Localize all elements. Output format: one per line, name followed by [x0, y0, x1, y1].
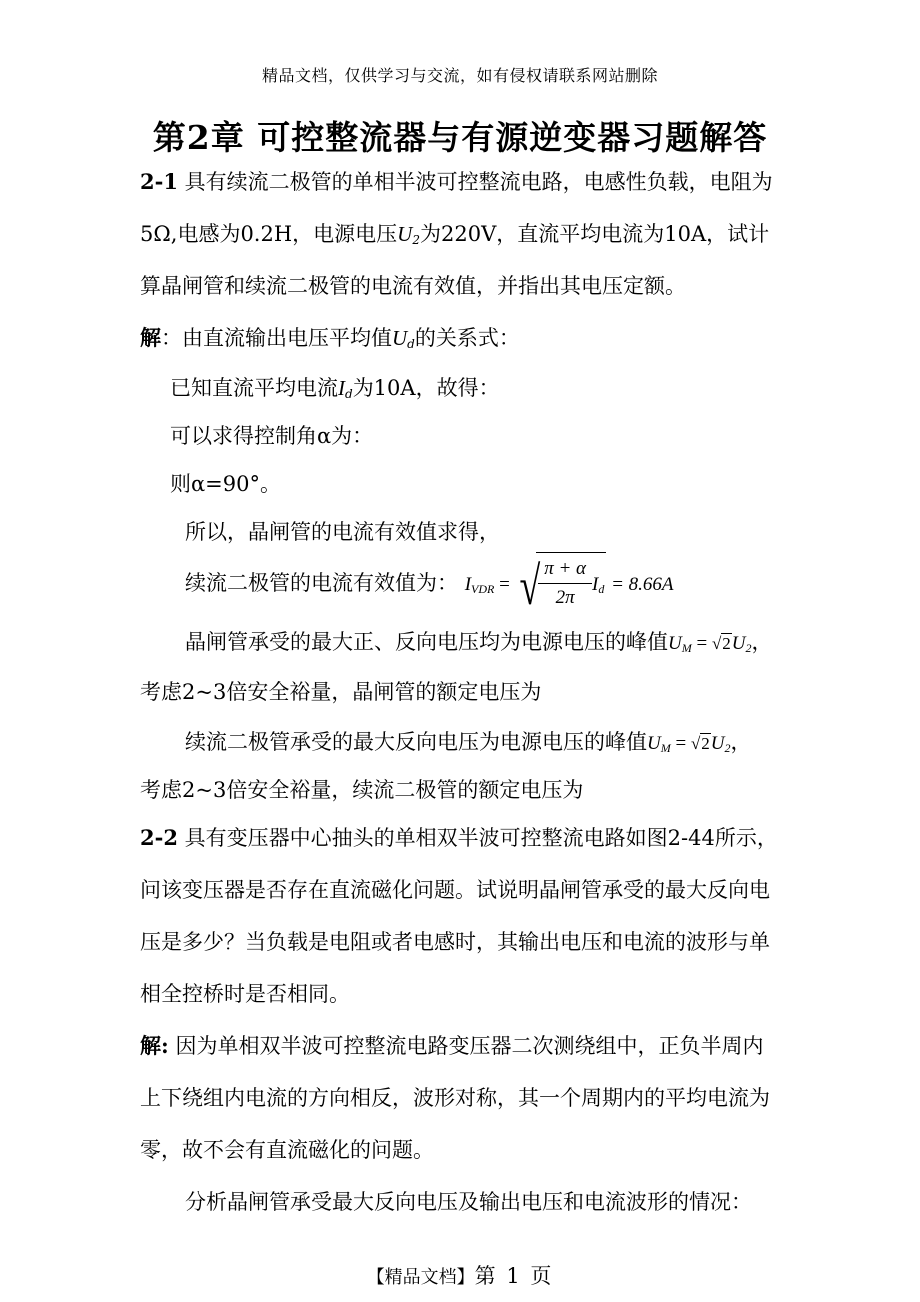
formula-id-subscript: d	[598, 582, 605, 596]
um2-equals: =	[675, 733, 687, 754]
um-root: 2	[722, 634, 731, 653]
a1-line-1	[140, 324, 520, 358]
um2-symbol: U	[647, 733, 661, 754]
q1-text-1: 具有续流二极管的单相半波可控整流电路，电感性负载，电阻为	[184, 170, 773, 194]
q1-line-2	[140, 220, 769, 254]
um2-tail: ，	[730, 730, 752, 754]
formula-ivdr-subscript: VDR	[471, 581, 495, 596]
a1-label: 解	[140, 325, 161, 350]
a2-line-4: 分析晶闸管承受最大反向电压及输出电压和电流波形的情况：	[185, 1190, 752, 1214]
um2-u2-subscript: 2	[724, 741, 731, 755]
a1-line-7	[185, 628, 773, 662]
ud-symbol: U	[392, 326, 408, 350]
formula-id-symbol: I	[592, 574, 599, 595]
q2-line-3: 压是多少？当负载是电阻或者电感时，其输出电压和电流的波形与单	[140, 930, 770, 954]
id-symbol: I	[338, 376, 345, 400]
formula-ivdr-symbol: I	[464, 573, 472, 595]
a2-text-1: 因为单相双半波可控整流电路变压器二次测绕组中，正负半周内	[175, 1034, 764, 1058]
um-formula-1	[668, 633, 752, 654]
sqrt-sign: √	[519, 555, 540, 616]
chapter-title: 第2章 可控整流器与有源逆变器习题解答	[152, 118, 768, 157]
a1-line-5: 所以，晶闸管的电流有效值求得，	[185, 520, 500, 544]
a1-text-2a: 已知直流平均电流	[170, 376, 338, 400]
um-u2-symbol: U	[731, 633, 746, 654]
um-u2-subscript: 2	[745, 641, 752, 655]
q1-line-3: 算晶闸管和续流二极管的电流有效值，并指出其电压定额。	[140, 274, 686, 298]
a1-text-1a: ：由直流输出电压平均值	[161, 326, 392, 350]
u2-subscript: 2	[412, 233, 420, 247]
a1-text-7: 晶闸管承受的最大正、反向电压均为电源电压的峰值	[185, 630, 668, 654]
a1-text-9: 续流二极管承受的最大反向电压为电源电压的峰值	[185, 730, 647, 754]
footer-bracket: 【精品文档】	[366, 1267, 475, 1288]
a1-text-1b: 的关系式：	[414, 326, 520, 350]
um-subscript: M	[681, 641, 692, 655]
a1-line-10: 考虑2~3倍安全裕量，续流二极管的额定电压为	[140, 778, 584, 802]
formula-equals: =	[499, 573, 510, 595]
um2-subscript: M	[660, 741, 671, 755]
a1-line-3: 可以求得控制角α为：	[170, 424, 374, 448]
um-symbol: U	[668, 633, 682, 654]
sqrt-expression	[515, 552, 607, 619]
a1-text-2b: 为10A，故得：	[352, 376, 500, 400]
um-sqrt: √2	[711, 634, 731, 653]
formula-result: = 8.66A	[611, 573, 674, 595]
a2-label: 解:	[140, 1033, 169, 1058]
a2-line-1	[140, 1032, 763, 1060]
footer-page-number: 第 1 页	[474, 1264, 554, 1288]
ud-subscript: d	[407, 337, 415, 351]
id-subscript: d	[345, 387, 353, 401]
q2-line-1	[140, 824, 778, 852]
page-footer	[0, 1260, 920, 1290]
um-formula-2	[647, 733, 731, 754]
um-equals: =	[696, 633, 708, 654]
a1-text-6: 续流二极管的电流有效值为：	[185, 570, 458, 595]
u2-symbol: U	[397, 222, 413, 246]
fraction	[538, 557, 592, 610]
header-note: 精品文档，仅供学习与交流，如有侵权请联系网站删除	[261, 66, 658, 85]
sqrt-body	[536, 552, 606, 619]
a2-line-2: 上下绕组内电流的方向相反，波形对称，其一个周期内的平均电流为	[140, 1086, 770, 1110]
q1-text-2b: 为220V，直流平均电流为10A，试计	[419, 222, 770, 246]
um2-root: 2	[701, 734, 710, 753]
q2-text-1: 具有变压器中心抽头的单相双半波可控整流电路如图2-44所示，	[184, 826, 778, 850]
q1-line-1	[140, 168, 773, 196]
q1-text-2a: 5Ω,电感为0.2H，电源电压	[140, 222, 398, 246]
um2-sqrt: √2	[690, 734, 710, 753]
fraction-numerator: π + α	[538, 557, 592, 584]
um-tail: ，	[751, 630, 773, 654]
a1-line-4: 则α=90°。	[170, 472, 281, 496]
a1-line-6	[185, 552, 674, 619]
q2-number: 2-2	[140, 825, 178, 850]
a1-line-8: 考虑2~3倍安全裕量，晶闸管的额定电压为	[140, 680, 542, 704]
a2-line-3: 零，故不会有直流磁化的问题。	[140, 1138, 434, 1162]
um2-u2-symbol: U	[710, 733, 725, 754]
a1-line-9	[185, 728, 752, 762]
fraction-denominator: 2π	[555, 587, 575, 609]
q2-line-4: 相全控桥时是否相同。	[140, 982, 350, 1006]
a1-line-2	[170, 374, 500, 408]
q1-number: 2-1	[140, 169, 178, 194]
q2-line-2: 问该变压器是否存在直流磁化问题。试说明晶闸管承受的最大反向电	[140, 878, 770, 902]
